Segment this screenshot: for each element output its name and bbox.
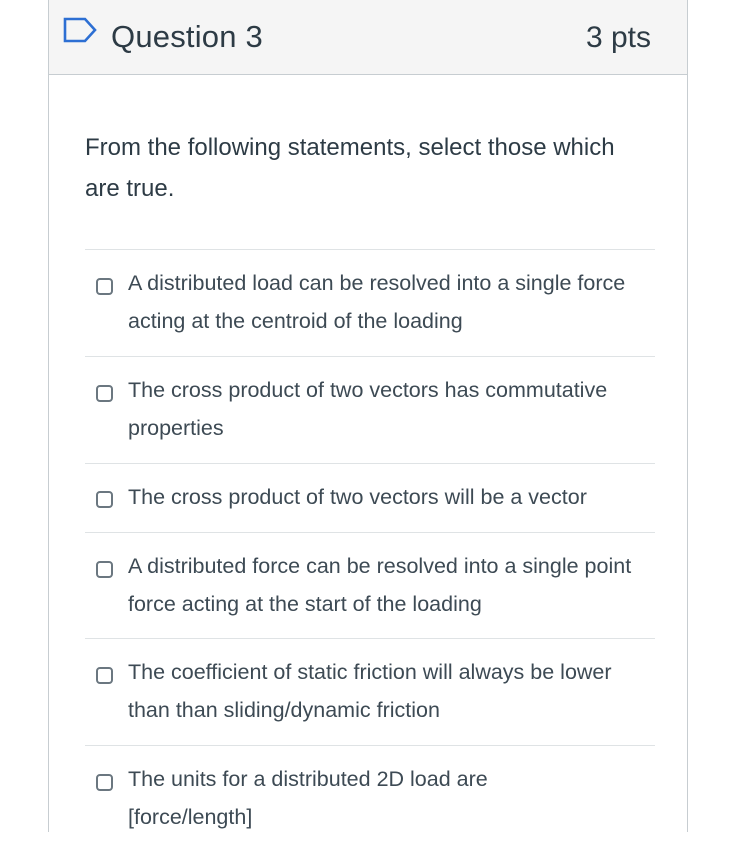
answer-option-3[interactable] [85,463,655,532]
question-title: Question 3 [111,19,263,54]
answer-option-5[interactable] [85,638,655,745]
checkbox[interactable] [96,774,113,791]
question-prompt: From the following statements, select those which are true. [85,134,615,202]
flag-question-icon[interactable] [62,16,98,44]
answer-option-4[interactable] [85,532,655,638]
question-header [49,0,687,75]
answer-label: A distributed force can be resolved into a single point force acting at the start of the loading [128,554,632,616]
answer-label: The cross product of two vectors has commutative properties [128,378,608,440]
checkbox[interactable] [96,278,113,295]
checkbox[interactable] [96,491,113,508]
checkbox[interactable] [96,667,113,684]
question-points: 3 pts [585,21,651,54]
answer-option-2[interactable] [85,356,655,463]
checkbox[interactable] [96,385,113,402]
answer-option-1[interactable] [85,249,655,356]
question-card [48,0,688,832]
checkbox[interactable] [96,561,113,578]
answer-label: A distributed load can be resolved into a single force acting at the centroid of the loading [128,271,626,333]
answer-label: The units for a distributed 2D load are [force/length] [128,767,488,829]
answer-label: The cross product of two vectors will be a vector [128,485,587,509]
answer-option-6[interactable] [85,745,655,845]
answer-list [85,249,655,845]
answer-label: The coefficient of static friction will always be lower than than sliding/dynamic friction [128,660,612,722]
